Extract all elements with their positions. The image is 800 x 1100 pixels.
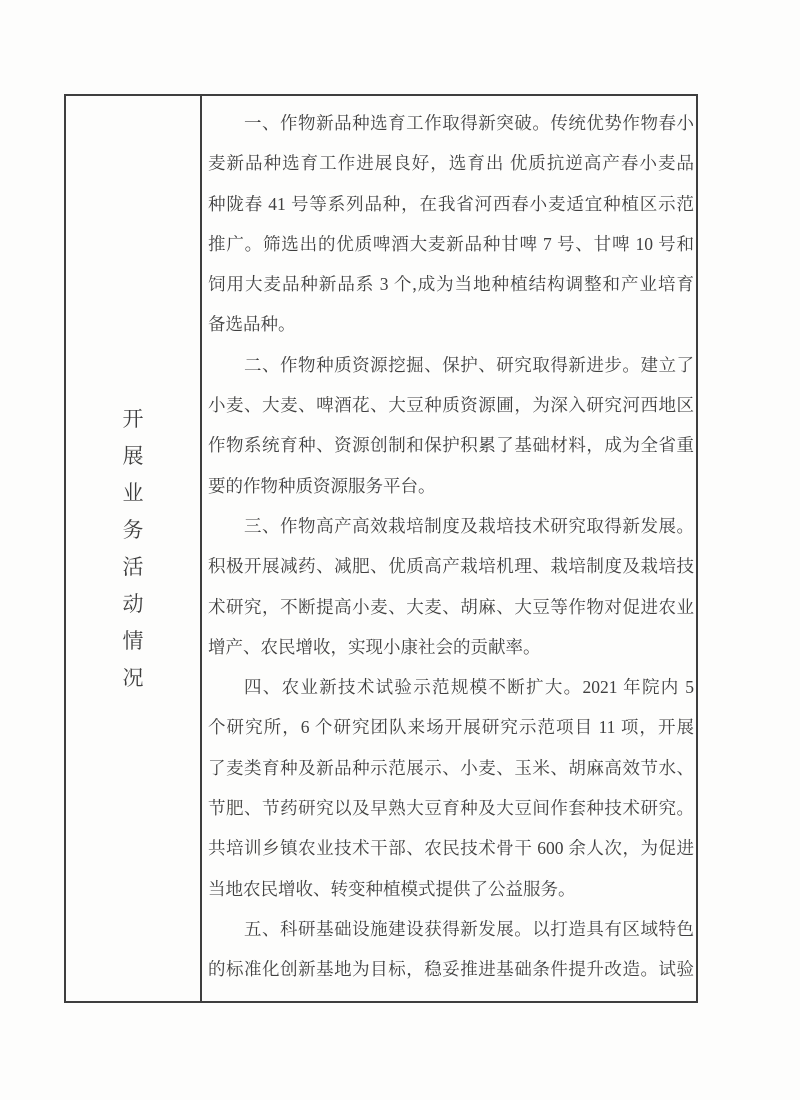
row-label-char: 情 [122, 628, 144, 653]
text-line: 术研究，不断提高小麦、大麦、胡麻、大豆等作物对促进农业 [208, 596, 694, 617]
row-label-char: 况 [122, 665, 144, 690]
row-label-char: 动 [122, 591, 144, 616]
row-label-char: 活 [122, 554, 144, 579]
text-line: 一、作物新品种选育工作取得新突破。传统优势作物春小 [244, 113, 694, 133]
text-line: 推广。筛选出的优质啤酒大麦新品种甘啤 7 号、甘啤 10 号和 [208, 233, 694, 254]
text-line: 饲用大麦品种新品系 3 个,成为当地种植结构调整和产业培育 [208, 274, 694, 295]
text-line: 的标准化创新基地为目标，稳妥推进基础条件提升改造。试验 [208, 959, 694, 980]
text-line: 小麦、大麦、啤酒花、大豆种质资源圃，为深入研究河西地区 [208, 395, 694, 416]
text-line: 二、作物种质资源挖掘、保护、研究取得新进步。建立了 [244, 354, 694, 375]
text-line: 节肥、节药研究以及早熟大豆育种及大豆间作套种技术研究。 [208, 798, 694, 819]
row-label-char: 开 [122, 406, 144, 431]
text-line: 要的作物种质资源服务平台。 [208, 475, 436, 496]
document-table [64, 94, 698, 1003]
content-cell [202, 96, 696, 1001]
text-line: 作物系统育种、资源创制和保护积累了基础材料，成为全省重 [208, 435, 694, 456]
text-line: 了麦类育种及新品种示范展示、小麦、玉米、胡麻高效节水、 [208, 757, 694, 778]
text-line: 增产、农民增收，实现小康社会的贡献率。 [208, 636, 541, 657]
row-label-cell [66, 96, 202, 1001]
text-line: 五、科研基础设施建设获得新发展。以打造具有区域特色 [244, 918, 694, 939]
row-label-char: 展 [122, 443, 144, 468]
text-line: 当地农民增收、转变种植模式提供了公益服务。 [208, 878, 576, 899]
text-line: 积极开展减药、减肥、优质高产栽培机理、栽培制度及栽培技 [208, 556, 694, 577]
text-line: 个研究所，6 个研究团队来场开展研究示范项目 11 项，开展 [208, 717, 694, 738]
row-label-char: 务 [122, 517, 144, 542]
text-line: 备选品种。 [208, 314, 296, 335]
row-label [122, 406, 144, 690]
text-line: 种陇春 41 号等系列品种，在我省河西春小麦适宜种植区示范 [208, 193, 694, 214]
row-label-char: 业 [122, 480, 144, 505]
text-line: 四、农业新技术试验示范规模不断扩大。2021 年院内 5 [244, 677, 694, 698]
content-lines [208, 103, 694, 990]
text-line: 共培训乡镇农业技术干部、农民技术骨干 600 余人次，为促进 [208, 838, 694, 859]
text-line: 三、作物高产高效栽培制度及栽培技术研究取得新发展。 [244, 515, 694, 536]
text-line: 麦新品种选育工作进展良好，选育出 优质抗逆高产春小麦品 [208, 153, 694, 174]
